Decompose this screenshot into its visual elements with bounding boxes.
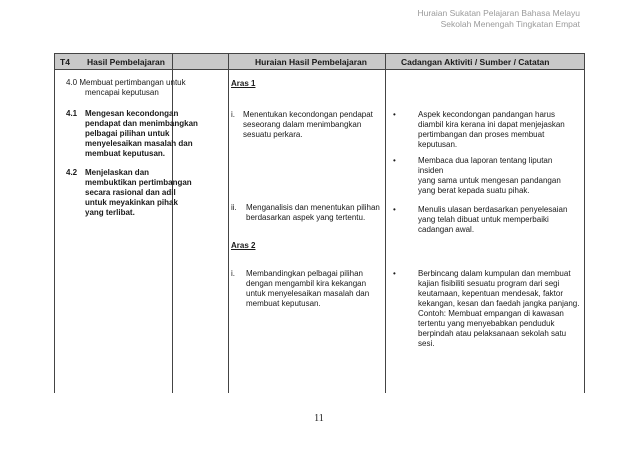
hasil-4-2-line: membuktikan pertimbangan (85, 178, 192, 187)
cadangan-line: keutamaan, kepentuan mendesak, faktor (418, 289, 563, 298)
cadangan-line: Membaca dua laporan tentang liputan insiden (418, 156, 553, 175)
column-divider-2 (228, 53, 229, 393)
hasil-4-1-line: Mengesan kecondongan (85, 109, 179, 118)
cadangan-line: yang berat kepada suatu pihak. (418, 186, 530, 195)
aras-2-heading: Aras 2 (231, 241, 256, 250)
cadangan-line: yang telah dibuat untuk memperbaiki (418, 215, 549, 224)
cadangan-line: kekangan, kesan dan faedah jangka panjang. (418, 299, 580, 308)
hasil-4-0: 4.0 Membuat pertimbangan untuk (66, 78, 186, 87)
aras-2-i-text (246, 269, 384, 309)
huraian-i-number: i. (231, 110, 235, 119)
cadangan-line: cadangan awal. (418, 225, 475, 234)
huraian-i-line: Menentukan kecondongan pendapat (243, 110, 373, 119)
huraian-i-line: seseorang dalam menimbangkan (243, 120, 362, 129)
huraian-i-text (243, 110, 383, 140)
cadangan-line: keputusan. (418, 140, 458, 149)
aras-2-i-number: i. (231, 269, 235, 278)
header-line-2: Sekolah Menengah Tingkatan Empat (440, 19, 580, 29)
table-header-row (55, 53, 584, 70)
huraian-ii-number: ii. (231, 203, 237, 212)
hasil-4-1-line: pendapat dan menimbangkan (85, 119, 198, 128)
hasil-4-2-number: 4.2 (66, 168, 78, 177)
hasil-4-2-text (85, 168, 225, 218)
cadangan-item-4 (418, 269, 580, 349)
huraian-ii-text (246, 203, 384, 223)
aras-2-i-line: untuk menyelesaikan masalah dan (246, 289, 370, 298)
cadangan-line: Berbincang dalam kumpulan dan membuat (418, 269, 571, 278)
document-header (417, 8, 580, 30)
column-divider-1 (172, 53, 173, 393)
hasil-4-2-line: untuk meyakinkan pihak (85, 198, 178, 207)
aras-1-heading: Aras 1 (231, 79, 256, 88)
huraian-i-line: sesuatu perkara. (243, 130, 303, 139)
aras-2-i-line: dengan mengambil kira kekangan (246, 279, 367, 288)
bullet-icon: • (393, 110, 396, 119)
cadangan-line: berpindah atau pelaksanaan sekolah satu (418, 329, 567, 338)
huraian-ii-line: berdasarkan aspek yang tertentu. (246, 213, 366, 222)
header-hasil: Hasil Pembelajaran (87, 57, 165, 67)
header-line-1: Huraian Sukatan Pelajaran Bahasa Melayu (417, 8, 580, 18)
bullet-icon: • (393, 269, 396, 278)
hasil-4-2-line: Menjelaskan dan (85, 168, 150, 177)
bullet-icon: • (393, 205, 396, 214)
hasil-4-0-cont: mencapai keputusan (85, 88, 159, 97)
hasil-4-1-number: 4.1 (66, 109, 78, 118)
hasil-4-1-line: menyelesaikan masalah dan (85, 139, 193, 148)
header-t4: T4 (60, 57, 70, 67)
cadangan-line: kajian fisibiliti sesuatu program dari segi (418, 279, 560, 288)
header-cadangan: Cadangan Aktiviti / Sumber / Catatan (401, 57, 550, 67)
cadangan-line: yang sama untuk mengesan pandangan (418, 176, 561, 185)
page-number: 11 (314, 413, 324, 424)
cadangan-line: sesi. (418, 339, 435, 348)
cadangan-item-2 (418, 156, 578, 196)
aras-2-i-line: Membandingkan pelbagai pilihan (246, 269, 363, 278)
column-divider-3 (385, 53, 386, 393)
hasil-4-2-line: secara rasional dan adil (85, 188, 176, 197)
hasil-4-1-line: pelbagai pilihan untuk (85, 129, 170, 138)
hasil-4-2-line: yang terlibat. (85, 208, 135, 217)
bullet-icon: • (393, 156, 396, 165)
cadangan-line: diambil kira kerana ini dapat menjejaskan (418, 120, 565, 129)
cadangan-item-1 (418, 110, 578, 150)
cadangan-line: pertimbangan dan proses membuat (418, 130, 545, 139)
huraian-ii-line: Menganalisis dan menentukan pilihan (246, 203, 380, 212)
hasil-4-1-line: membuat keputusan. (85, 149, 166, 158)
cadangan-line: Menulis ulasan berdasarkan penyelesaian (418, 205, 568, 214)
header-huraian: Huraian Hasil Pembelajaran (255, 57, 367, 67)
hasil-4-1-text (85, 109, 225, 159)
cadangan-item-3 (418, 205, 578, 235)
cadangan-line: tertentu yang menyebabkan penduduk (418, 319, 555, 328)
cadangan-line: Aspek kecondongan pandangan harus (418, 110, 555, 119)
aras-2-i-line: membuat keputusan. (246, 299, 321, 308)
cadangan-line: Contoh: Membuat empangan di kawasan (418, 309, 564, 318)
